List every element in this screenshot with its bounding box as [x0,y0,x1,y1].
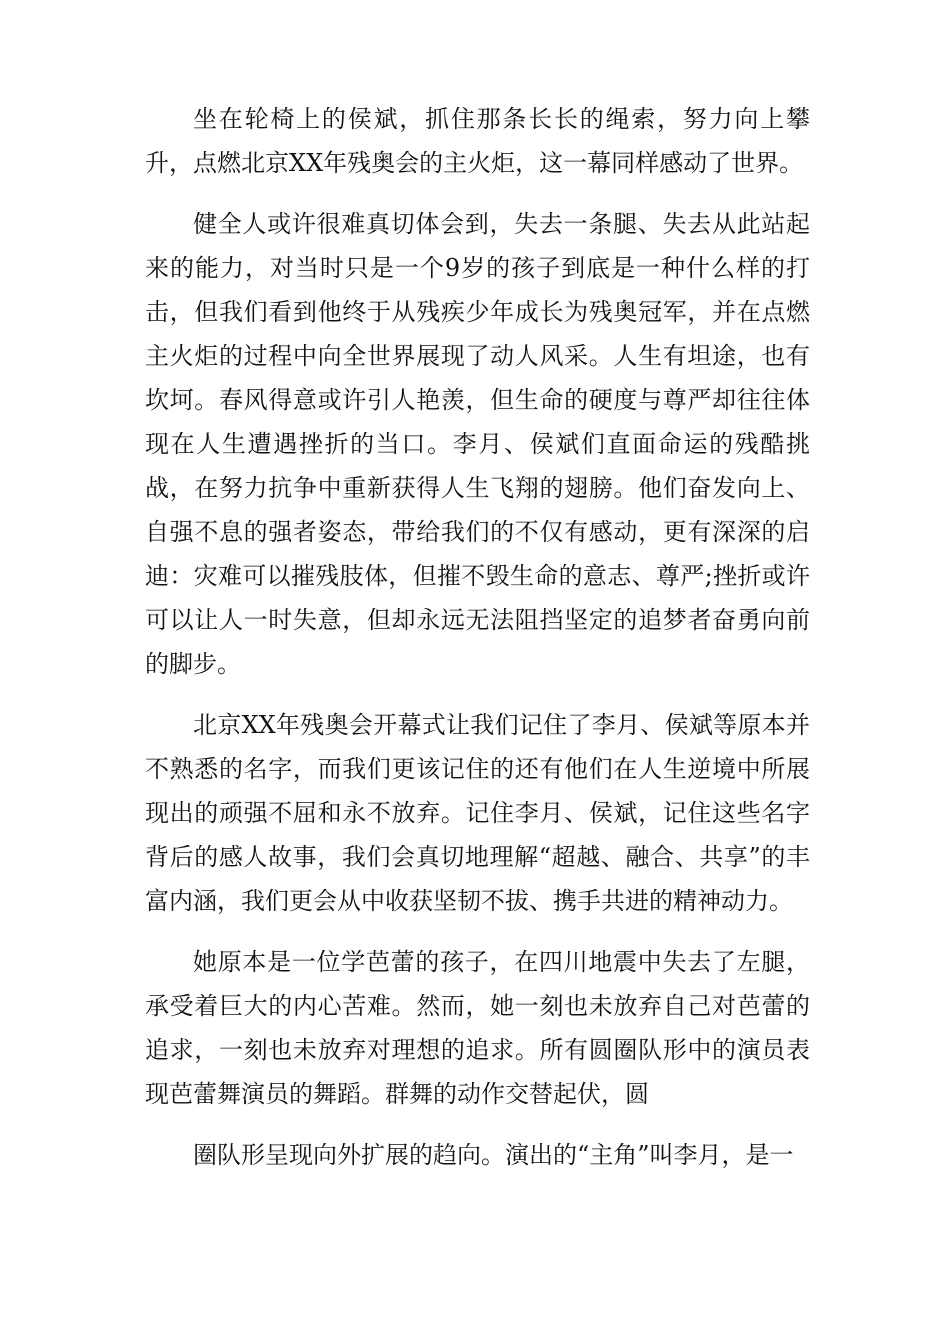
paragraph-4: 她原本是一位学芭蕾的孩子，在四川地震中失去了左腿，承受着巨大的内心苦难。然而，她一刻也未放弃自己对芭蕾的追求，一刻也未放弃对理想的追求。所有圆圈队形中的演员表现芭蕾舞演员的舞蹈。群舞的动作交替起伏，圆 [145,948,810,1108]
paragraph-3: 北京XX年残奥会开幕式让我们记住了李月、侯斌等原本并不熟悉的名字，而我们更该记住的还有他们在人生逆境中所展现出的顽强不屈和永不放弃。记住李月、侯斌，记住这些名字背后的感人故事，我们会真切地理解“超越、融合、共享”的丰富内涵，我们更会从中收获坚韧不拔、携手共进的精神动力。 [145,711,810,915]
paragraph-1: 坐在轮椅上的侯斌，抓住那条长长的绳索，努力向上攀升，点燃北京XX年残奥会的主火炬，这一幕同样感动了世界。 [145,105,810,177]
document-body [145,97,810,1194]
paragraph-2: 健全人或许很难真切体会到，失去一条腿、失去从此站起来的能力，对当时只是一个9岁的孩子到底是一种什么样的打击，但我们看到他终于从残疾少年成长为残奥冠军，并在点燃主火炬的过程中向全世界展现了动人风采。人生有坦途，也有坎坷。春风得意或许引人艳羡，但生命的硬度与尊严却往往体现在人生遭遇挫折的当口。李月、侯斌们直面命运的残酷挑战，在努力抗争中重新获得人生飞翔的翅膀。他们奋发向上、自强不息的强者姿态，带给我们的不仅有感动，更有深深的启迪：灾难可以摧残肢体，但摧不毁生命的意志、尊严;挫折或许可以让人一时失意，但却永远无法阻挡坚定的追梦者奋勇向前的脚步。 [145,210,810,678]
paragraph-5: 圈队形呈现向外扩展的趋向。演出的“主角”叫李月，是一 [193,1141,794,1169]
